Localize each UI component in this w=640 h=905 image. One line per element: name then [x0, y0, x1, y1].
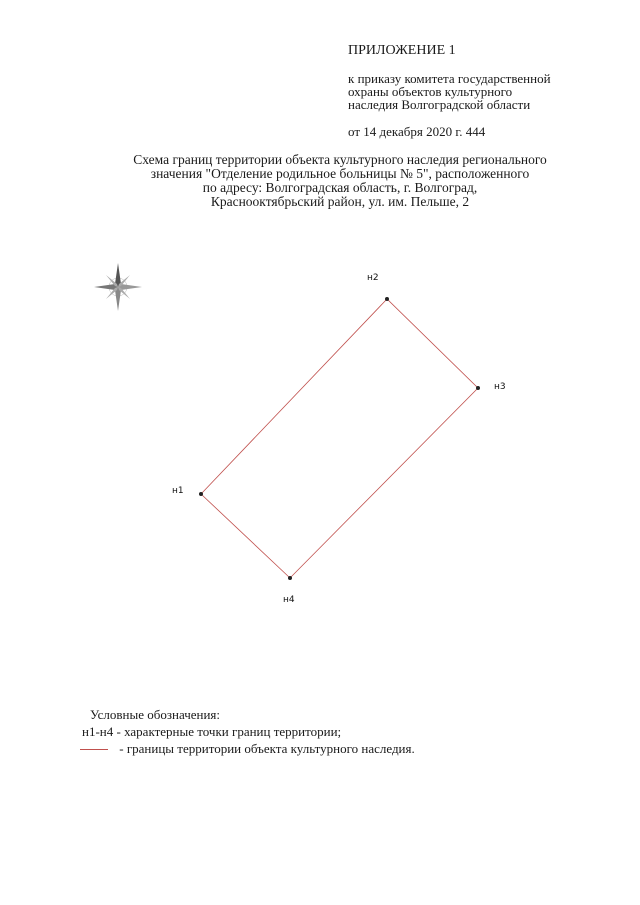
- legend-points: н1-н4 - характерные точки границ территории;: [82, 724, 342, 739]
- order-line-3: наследия Волгоградской области: [348, 97, 531, 112]
- order-line-2: охраны объектов культурного: [348, 84, 513, 99]
- legend-heading: Условные обозначения:: [90, 707, 221, 722]
- title-line-4: Краснооктябрьский район, ул. им. Пельше, 2: [210, 194, 470, 209]
- point-label-n4: н4: [283, 595, 295, 605]
- legend-boundary-text: - границы территории объекта культурного наследия.: [116, 741, 415, 756]
- territory-boundary: [201, 299, 478, 578]
- point-label-n3: н3: [494, 382, 506, 392]
- point-label-n2: н2: [367, 273, 379, 283]
- title-line-2: значения "Отделение родильное больницы № 5", расположенного: [150, 166, 530, 181]
- point-marker-n2: [385, 297, 389, 301]
- point-marker-n1: [199, 492, 203, 496]
- title-line-3: по адресу: Волгоградская область, г. Волгоград,: [202, 180, 478, 195]
- legend-boundary-row: [80, 740, 415, 757]
- point-marker-n3: [476, 386, 480, 390]
- point-marker-n4: [288, 576, 292, 580]
- legend: [82, 706, 415, 757]
- boundary-line-sample: [80, 749, 108, 750]
- order-line-1: к приказу комитета государственной: [348, 71, 551, 86]
- title-line-1: Схема границ территории объекта культурного наследия регионального: [133, 152, 547, 167]
- compass-rose-icon: [94, 263, 142, 311]
- appendix-title: ПРИЛОЖЕНИЕ 1: [348, 43, 456, 58]
- order-date: от 14 декабря 2020 г. 444: [348, 124, 486, 139]
- point-label-n1: н1: [172, 486, 184, 496]
